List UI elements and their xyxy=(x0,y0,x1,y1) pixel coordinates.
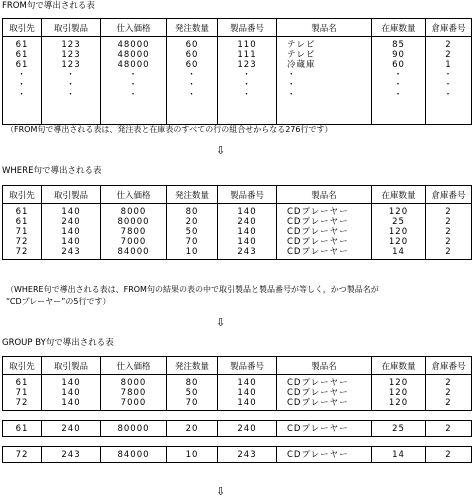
col-header-price: 仕入価格 xyxy=(101,19,167,37)
ellipsis-dot: ・ xyxy=(242,80,252,90)
cell-product-name xyxy=(277,37,372,125)
cell-value: 48000 xyxy=(117,60,150,70)
cell-value: 120 xyxy=(388,237,409,247)
ellipsis-dot: ・ xyxy=(128,80,139,90)
cell-value: CDプレーヤー xyxy=(287,424,349,434)
cell-value: 7800 xyxy=(120,227,147,237)
cell-value: 111 xyxy=(237,50,257,60)
cell-value: 80000 xyxy=(117,217,150,227)
cell-value: 243 xyxy=(237,450,257,460)
ellipsis-dot: ・ xyxy=(393,70,404,80)
cell-value: 120 xyxy=(388,398,409,408)
cell-value: CDプレーヤー xyxy=(287,237,349,247)
col-header-product-name: 製品名 xyxy=(277,357,372,375)
cell-value: 243 xyxy=(237,247,257,257)
cell-price xyxy=(101,37,167,125)
group-row xyxy=(3,421,472,437)
cell-value: 84000 xyxy=(117,450,150,460)
cell-product-no xyxy=(218,447,277,463)
cell-price xyxy=(101,421,167,437)
cell-value: 80000 xyxy=(117,424,150,434)
cell-warehouse-no xyxy=(426,375,472,411)
cell-value: 140 xyxy=(61,398,81,408)
cell-value: 14 xyxy=(392,450,405,460)
col-header-supplier: 取引先 xyxy=(3,19,42,37)
cell-value: 72 xyxy=(15,247,29,257)
ellipsis-dot: ・ xyxy=(242,70,252,80)
col-header-product-no: 製品番号 xyxy=(218,357,277,375)
cell-value: 72 xyxy=(15,398,29,408)
cell-value: CDプレーヤー xyxy=(287,227,349,237)
cell-product-no xyxy=(218,375,277,411)
ellipsis-dot: ・ xyxy=(66,70,76,80)
cell-value: 240 xyxy=(237,424,257,434)
cell-value: 2 xyxy=(445,398,452,408)
cell-warehouse-no xyxy=(426,204,472,260)
cell-supplier xyxy=(3,375,42,411)
cell-value: 8000 xyxy=(120,378,147,388)
cell-value: CDプレーヤー xyxy=(287,378,349,388)
ellipsis-dot: ・ xyxy=(443,80,454,90)
cell-value: CDプレーヤー xyxy=(287,207,349,217)
cell-value: 61 xyxy=(15,50,29,60)
groupby-table xyxy=(2,356,472,463)
cell-value: CDプレーヤー xyxy=(287,398,349,408)
col-header-price: 仕入価格 xyxy=(101,357,167,375)
table-row xyxy=(3,37,472,125)
cell-value: 2 xyxy=(445,40,452,50)
cell-value: CDプレーヤー xyxy=(287,388,349,398)
cell-product xyxy=(42,204,101,260)
ellipsis-dot: ・ xyxy=(66,90,76,100)
cell-value: 2 xyxy=(445,50,452,60)
cell-value: 123 xyxy=(61,50,81,60)
cell-value: 61 xyxy=(15,40,29,50)
cell-value: 140 xyxy=(237,388,257,398)
cell-value: 7000 xyxy=(120,237,147,247)
cell-value: 2 xyxy=(445,378,452,388)
ellipsis-dot: ・ xyxy=(393,90,404,100)
cell-value: 10 xyxy=(185,450,199,460)
col-header-order-qty: 発注数量 xyxy=(167,186,218,204)
cell-product xyxy=(42,447,101,463)
cell-value: 140 xyxy=(237,227,257,237)
ellipsis-dot: ・ xyxy=(443,90,454,100)
col-header-product: 取引製品 xyxy=(42,357,101,375)
down-arrow-icon: ⇩ xyxy=(216,485,226,498)
cell-value: 2 xyxy=(445,227,452,237)
ellipsis-dot: ・ xyxy=(187,90,197,100)
cell-value: 140 xyxy=(61,378,81,388)
group-separator-cell xyxy=(3,437,472,447)
cell-product-no xyxy=(218,421,277,437)
cell-value: 2 xyxy=(445,207,452,217)
cell-value: 25 xyxy=(392,424,405,434)
cell-value: 14 xyxy=(392,247,405,257)
cell-value: 120 xyxy=(388,227,409,237)
cell-value: 2 xyxy=(445,217,452,227)
cell-value: 72 xyxy=(15,237,29,247)
from-heading: FROM句で導出される表 xyxy=(2,1,95,11)
cell-supplier xyxy=(3,421,42,437)
cell-value: 71 xyxy=(15,227,29,237)
cell-value: 72 xyxy=(15,450,29,460)
cell-value: 61 xyxy=(15,207,29,217)
cell-value: 25 xyxy=(392,217,405,227)
cell-value: 70 xyxy=(185,237,199,247)
header-row xyxy=(3,19,472,37)
cell-supplier xyxy=(3,204,42,260)
col-header-price: 仕入価格 xyxy=(101,186,167,204)
cell-value: 140 xyxy=(61,388,81,398)
table-row xyxy=(3,204,472,260)
ellipsis-dot: ・ xyxy=(443,70,454,80)
cell-product-name xyxy=(277,204,372,260)
col-header-supplier: 取引先 xyxy=(3,357,42,375)
cell-value: 80 xyxy=(185,378,199,388)
cell-value: 60 xyxy=(392,60,405,70)
groupby-heading: GROUP BY句で導出される表 xyxy=(2,338,114,348)
cell-value: 61 xyxy=(15,60,29,70)
ellipsis-dot: ・ xyxy=(287,70,297,80)
cell-value: 140 xyxy=(61,227,81,237)
ellipsis-dot: ・ xyxy=(287,80,297,90)
cell-stock-qty xyxy=(372,375,426,411)
down-arrow-icon: ⇩ xyxy=(216,316,226,329)
cell-value: 240 xyxy=(237,217,257,227)
cell-value: 140 xyxy=(61,207,81,217)
cell-stock-qty xyxy=(372,421,426,437)
where-table xyxy=(2,185,472,260)
ellipsis-dot: ・ xyxy=(242,90,252,100)
cell-value: 冷蔵庫 xyxy=(287,60,316,70)
cell-value: 2 xyxy=(445,424,452,434)
cell-value: 50 xyxy=(185,388,199,398)
cell-value: 84000 xyxy=(117,247,150,257)
cell-value: 120 xyxy=(388,378,409,388)
cell-value: 243 xyxy=(61,247,81,257)
cell-value: 140 xyxy=(237,378,257,388)
cell-value: テレビ xyxy=(287,50,316,60)
ellipsis-dot: ・ xyxy=(128,70,139,80)
col-header-product-no: 製品番号 xyxy=(218,19,277,37)
cell-warehouse-no xyxy=(426,37,472,125)
ellipsis-dot: ・ xyxy=(393,80,404,90)
cell-value: 10 xyxy=(185,247,199,257)
cell-value: 61 xyxy=(15,424,29,434)
cell-value: 20 xyxy=(185,217,199,227)
cell-value: 8000 xyxy=(120,207,147,217)
cell-value: CDプレーヤー xyxy=(287,217,349,227)
cell-value: CDプレーヤー xyxy=(287,450,349,460)
cell-supplier xyxy=(3,447,42,463)
cell-price xyxy=(101,447,167,463)
col-header-warehouse-no: 倉庫番号 xyxy=(426,19,472,37)
cell-value: 71 xyxy=(15,388,29,398)
cell-stock-qty xyxy=(372,37,426,125)
header-row xyxy=(3,186,472,204)
cell-stock-qty xyxy=(372,447,426,463)
cell-value: 123 xyxy=(237,60,257,70)
ellipsis-dot: ・ xyxy=(287,90,297,100)
cell-value: 2 xyxy=(445,450,452,460)
cell-warehouse-no xyxy=(426,447,472,463)
cell-value: 123 xyxy=(61,60,81,70)
cell-price xyxy=(101,375,167,411)
cell-value: 2 xyxy=(445,388,452,398)
col-header-stock-qty: 在庫数量 xyxy=(372,19,426,37)
cell-product xyxy=(42,421,101,437)
col-header-product: 取引製品 xyxy=(42,186,101,204)
ellipsis-dot: ・ xyxy=(66,80,76,90)
col-header-product-name: 製品名 xyxy=(277,19,372,37)
cell-value: 20 xyxy=(185,424,199,434)
group-separator xyxy=(3,437,472,447)
cell-supplier xyxy=(3,37,42,125)
cell-value: 2 xyxy=(445,247,452,257)
cell-value: 140 xyxy=(237,237,257,247)
ellipsis-dot: ・ xyxy=(187,80,197,90)
cell-value: 60 xyxy=(185,50,199,60)
where-note-line1: （WHERE句で導出される表は、FROM句の結果の表の中で取引製品と製品番号が等しく，かつ製品名が xyxy=(6,285,379,294)
col-header-product-no: 製品番号 xyxy=(218,186,277,204)
cell-order-qty xyxy=(167,375,218,411)
group-row xyxy=(3,447,472,463)
ellipsis-dot: ・ xyxy=(17,90,27,100)
cell-product-no xyxy=(218,37,277,125)
col-header-stock-qty: 在庫数量 xyxy=(372,186,426,204)
cell-value: 120 xyxy=(388,388,409,398)
down-arrow-icon: ⇩ xyxy=(216,144,226,157)
cell-value: 140 xyxy=(61,237,81,247)
cell-value: 50 xyxy=(185,227,199,237)
col-header-product-name: 製品名 xyxy=(277,186,372,204)
cell-product xyxy=(42,37,101,125)
where-heading: WHERE句で導出される表 xyxy=(2,166,102,176)
cell-price xyxy=(101,204,167,260)
ellipsis-dot: ・ xyxy=(17,80,27,90)
cell-product-name xyxy=(277,421,372,437)
cell-value: CDプレーヤー xyxy=(287,247,349,257)
cell-value: 61 xyxy=(15,378,29,388)
from-table xyxy=(2,18,472,125)
cell-order-qty xyxy=(167,204,218,260)
cell-value: 240 xyxy=(61,424,81,434)
cell-product-no xyxy=(218,204,277,260)
cell-value: 140 xyxy=(237,207,257,217)
cell-value: 7000 xyxy=(120,398,147,408)
cell-value: 90 xyxy=(392,50,405,60)
cell-value: 123 xyxy=(61,40,81,50)
cell-value: 48000 xyxy=(117,40,150,50)
cell-value: 7800 xyxy=(120,388,147,398)
cell-product xyxy=(42,375,101,411)
cell-value: 120 xyxy=(388,207,409,217)
cell-value: 48000 xyxy=(117,50,150,60)
cell-value: 80 xyxy=(185,207,199,217)
cell-value: 110 xyxy=(237,40,257,50)
from-note: （FROM句で導出される表は、発注表と在庫表のすべての行の組合せからなる276行です） xyxy=(6,125,333,134)
col-header-product: 取引製品 xyxy=(42,19,101,37)
ellipsis-dot: ・ xyxy=(187,70,197,80)
cell-value: 243 xyxy=(61,450,81,460)
cell-value: 60 xyxy=(185,40,199,50)
cell-order-qty xyxy=(167,447,218,463)
col-header-order-qty: 発注数量 xyxy=(167,19,218,37)
col-header-warehouse-no: 倉庫番号 xyxy=(426,186,472,204)
cell-product-name xyxy=(277,375,372,411)
group-separator-cell xyxy=(3,411,472,421)
cell-value: 1 xyxy=(445,60,452,70)
ellipsis-dot: ・ xyxy=(128,90,139,100)
cell-stock-qty xyxy=(372,204,426,260)
cell-order-qty xyxy=(167,37,218,125)
cell-value: テレビ xyxy=(287,40,316,50)
cell-product-name xyxy=(277,447,372,463)
header-row xyxy=(3,357,472,375)
group-separator xyxy=(3,411,472,421)
cell-order-qty xyxy=(167,421,218,437)
cell-value: 2 xyxy=(445,237,452,247)
col-header-order-qty: 発注数量 xyxy=(167,357,218,375)
cell-value: 240 xyxy=(61,217,81,227)
cell-value: 60 xyxy=(185,60,199,70)
col-header-supplier: 取引先 xyxy=(3,186,42,204)
col-header-stock-qty: 在庫数量 xyxy=(372,357,426,375)
cell-value: 85 xyxy=(392,40,405,50)
cell-warehouse-no xyxy=(426,421,472,437)
ellipsis-dot: ・ xyxy=(17,70,27,80)
cell-value: 61 xyxy=(15,217,29,227)
col-header-warehouse-no: 倉庫番号 xyxy=(426,357,472,375)
group-row xyxy=(3,375,472,411)
cell-value: 70 xyxy=(185,398,199,408)
cell-value: 140 xyxy=(237,398,257,408)
where-note-line2: “CDプレーヤー”の5行です） xyxy=(6,297,111,306)
